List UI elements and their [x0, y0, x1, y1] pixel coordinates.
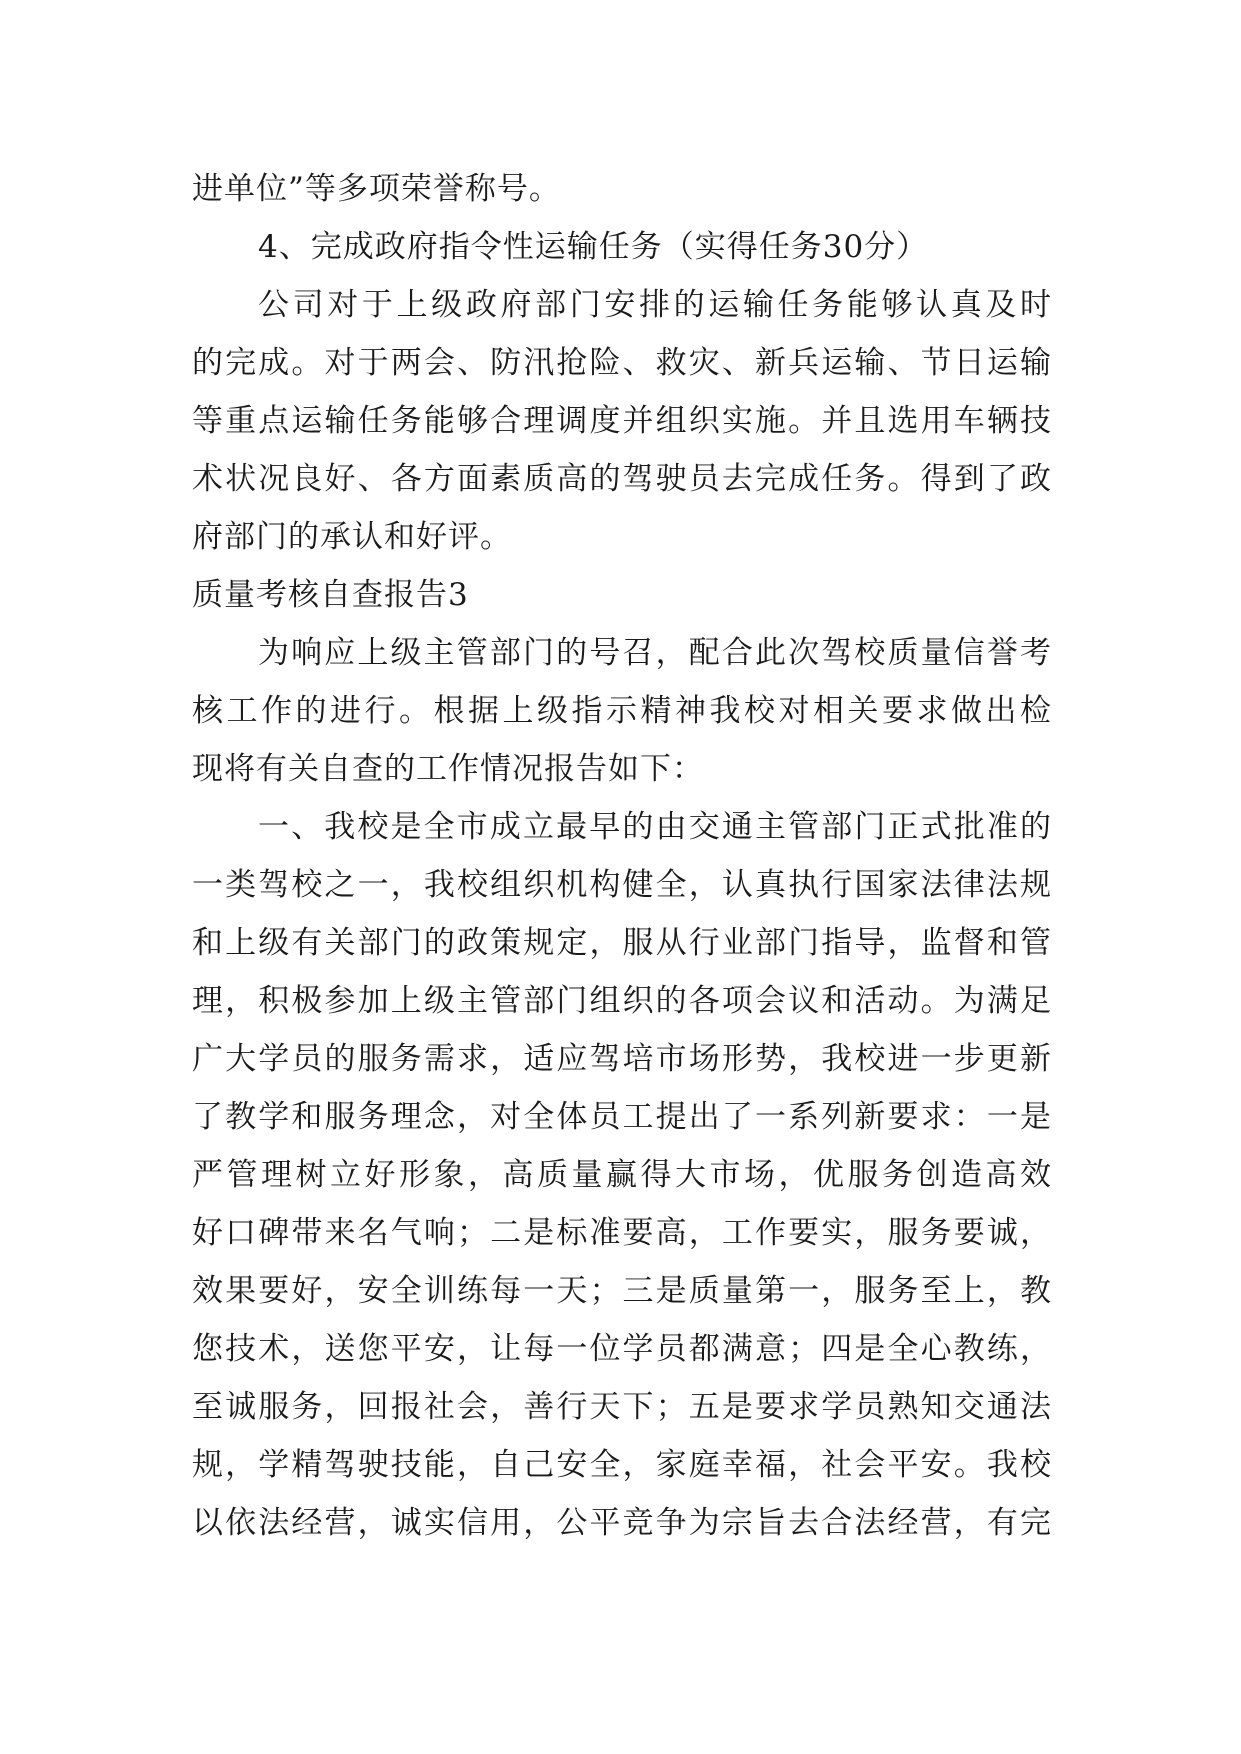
text-line: 您技术，送您平安，让每一位学员都满意；四是全心教练， — [192, 1331, 1052, 1367]
text-line: 至诚服务，回报社会，善行天下；五是要求学员熟知交通法 — [192, 1389, 1052, 1425]
text-line: 广大学员的服务需求，适应驾培市场形势，我校进一步更新 — [192, 1041, 1052, 1077]
text-line: 公司对于上级政府部门安排的运输任务能够认真及时 — [258, 287, 1052, 323]
text-line: 效果要好，安全训练每一天；三是质量第一，服务至上，教 — [192, 1273, 1052, 1309]
text-line: 核工作的进行。根据上级指示精神我校对相关要求做出检 — [192, 693, 1052, 729]
text-line: 一、我校是全市成立最早的由交通主管部门正式批准的 — [258, 809, 1052, 845]
text-line: 理，积极参加上级主管部门组织的各项会议和活动。为满足 — [192, 983, 1052, 1019]
text-line: 现将有关自查的工作情况报告如下： — [192, 751, 704, 787]
text-line: 了教学和服务理念，对全体员工提出了一系列新要求：一是 — [192, 1099, 1052, 1135]
text-line: 进单位”等多项荣誉称号。 — [192, 171, 561, 207]
text-line: 府部门的承认和好评。 — [192, 519, 512, 555]
text-line: 严管理树立好形象，高质量赢得大市场，优服务创造高效 — [192, 1157, 1052, 1193]
text-line: 和上级有关部门的政策规定，服从行业部门指导，监督和管 — [192, 925, 1052, 961]
text-line: 等重点运输任务能够合理调度并组织实施。并且选用车辆技 — [192, 403, 1052, 439]
document-page — [192, 160, 1052, 1552]
text-line: 4、完成政府指令性运输任务（实得任务30分） — [258, 229, 929, 265]
text-line: 一类驾校之一，我校组织机构健全，认真执行国家法律法规 — [192, 867, 1052, 903]
text-line: 好口碑带来名气响；二是标准要高，工作要实，服务要诚， — [192, 1215, 1052, 1251]
text-line: 以依法经营，诚实信用，公平竞争为宗旨去合法经营，有完 — [192, 1505, 1052, 1541]
text-line: 为响应上级主管部门的号召，配合此次驾校质量信誉考 — [258, 635, 1052, 671]
text-line: 的完成。对于两会、防汛抢险、救灾、新兵运输、节日运输 — [192, 345, 1052, 381]
section-heading: 质量考核自查报告3 — [192, 577, 469, 613]
text-line: 规，学精驾驶技能，自己安全，家庭幸福，社会平安。我校 — [192, 1447, 1052, 1483]
text-line: 术状况良好、各方面素质高的驾驶员去完成任务。得到了政 — [192, 461, 1052, 497]
